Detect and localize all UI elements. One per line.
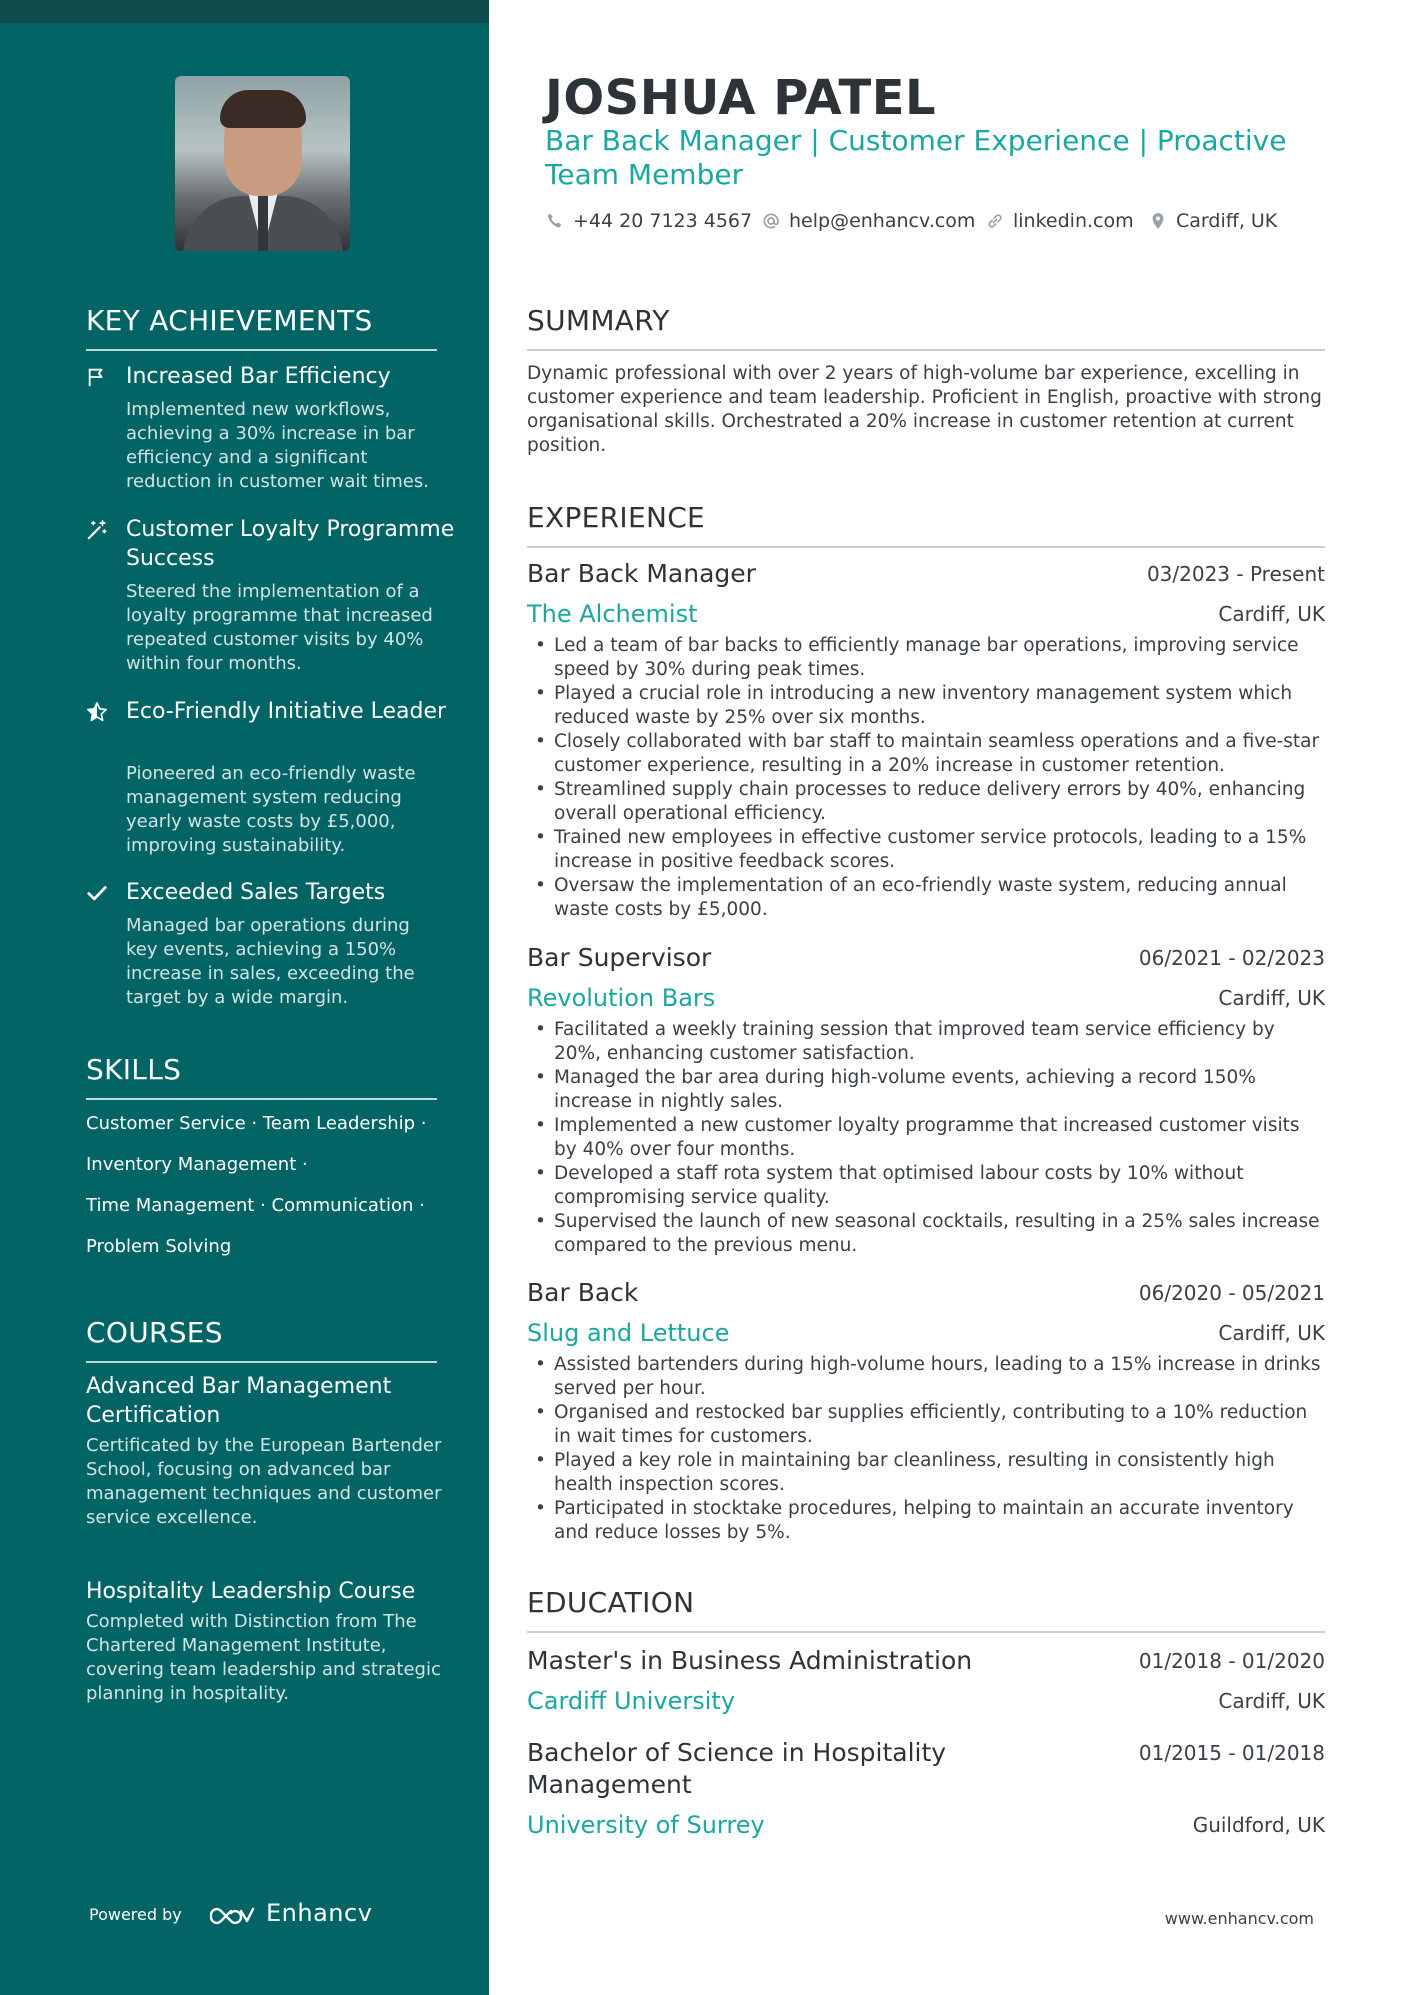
job-bullets bbox=[527, 634, 1325, 922]
course-desc: Certificated by the European Bartender School, focusing on advanced bar management techniques and customer service excellence. bbox=[86, 1435, 442, 1528]
summary-divider bbox=[527, 349, 1325, 351]
course-title: Advanced Bar Management Certification bbox=[86, 1374, 392, 1428]
job-bullet: • Trained new employees in effective customer service protocols, leading to a 15% increase in positive feedback scores. bbox=[527, 826, 1325, 874]
job-bullet: • Organised and restocked bar supplies efficiently, contributing to a 10% reduction in wait times for customers. bbox=[527, 1401, 1325, 1449]
achievement-desc: Managed bar operations during key events, achieving a 150% increase in sales, exceeding the target by a wide margin. bbox=[126, 915, 415, 1008]
magic-wand-icon bbox=[86, 519, 108, 541]
website-footer[interactable]: www.enhancv.com bbox=[1164, 1909, 1314, 1928]
skills-row: Problem Solving bbox=[86, 1236, 232, 1257]
skills-list bbox=[86, 1103, 456, 1267]
education-dates: 01/2018 - 01/2020 bbox=[1138, 1649, 1325, 1673]
summary-heading: SUMMARY bbox=[527, 304, 670, 337]
achievement-desc: Pioneered an eco-friendly waste management system reducing yearly waste costs by £5,000, improving sustainability. bbox=[126, 763, 416, 856]
education-degree: Master's in Business Administration bbox=[527, 1646, 973, 1675]
skills-row: Customer Service · Team Leadership · bbox=[86, 1113, 427, 1134]
achievement-title: Exceeded Sales Targets bbox=[126, 880, 386, 905]
job-bullet: • Participated in stocktake procedures, helping to maintain an accurate inventory and reduce losses by 5%. bbox=[527, 1497, 1325, 1545]
summary-text: Dynamic professional with over 2 years of high-volume bar experience, excelling in customer experience and team leadership. Proficient in English, proactive with strong organisational skills. Orchestrated a 20% increase in customer retention at current position. bbox=[527, 363, 1322, 456]
achievements-heading: KEY ACHIEVEMENTS bbox=[86, 304, 373, 337]
sidebar-top-band bbox=[0, 0, 489, 23]
profile-photo bbox=[175, 76, 350, 251]
powered-by-label: Powered by bbox=[89, 1905, 182, 1924]
education-school: University of Surrey bbox=[527, 1811, 765, 1839]
skills-divider bbox=[86, 1098, 437, 1100]
job-bullet: • Implemented a new customer loyalty programme that increased customer visits by 40% over four months. bbox=[527, 1114, 1325, 1162]
job-bullet: • Facilitated a weekly training session that improved team service efficiency by 20%, enhancing customer satisfaction. bbox=[527, 1018, 1325, 1066]
job-dates: 06/2020 - 05/2021 bbox=[1138, 1281, 1325, 1305]
courses-divider bbox=[86, 1361, 437, 1363]
experience-heading: EXPERIENCE bbox=[527, 501, 706, 534]
education-degree: Bachelor of Science in Hospitality Management bbox=[527, 1738, 947, 1799]
job-location: Cardiff, UK bbox=[1218, 1321, 1325, 1345]
checkmark-icon bbox=[86, 882, 108, 904]
education-location: Guildford, UK bbox=[1192, 1813, 1325, 1837]
candidate-name: JOSHUA PATEL bbox=[545, 70, 937, 126]
job-title: Bar Supervisor bbox=[527, 943, 712, 972]
achievement-title: Customer Loyalty Programme Success bbox=[126, 517, 455, 571]
candidate-headline: Bar Back Manager | Customer Experience | Proactive Team Member bbox=[545, 124, 1287, 191]
job-company: Revolution Bars bbox=[527, 984, 716, 1012]
contact-phone-text: +44 20 7123 4567 bbox=[573, 210, 753, 232]
skills-heading: SKILLS bbox=[86, 1053, 182, 1086]
skills-row: Time Management · Communication · bbox=[86, 1195, 425, 1216]
education-dates: 01/2015 - 01/2018 bbox=[1138, 1741, 1325, 1765]
flag-icon bbox=[86, 366, 108, 388]
skills-row: Inventory Management · bbox=[86, 1154, 308, 1175]
job-bullet: • Assisted bartenders during high-volume hours, leading to a 15% increase in drinks served per hour. bbox=[527, 1353, 1325, 1401]
contact-linkedin-text[interactable]: linkedin.com bbox=[1013, 210, 1134, 232]
location-icon bbox=[1148, 211, 1168, 231]
job-title: Bar Back Manager bbox=[527, 559, 756, 588]
job-bullet: • Streamlined supply chain processes to reduce delivery errors by 40%, enhancing overall operational efficiency. bbox=[527, 778, 1325, 826]
achievements-divider bbox=[86, 349, 437, 351]
achievement-title: Increased Bar Efficiency bbox=[126, 364, 391, 389]
enhancv-brand: Enhancv bbox=[266, 1899, 373, 1927]
job-bullet: • Closely collaborated with bar staff to maintain seamless operations and a five-star customer experience, resulting in a 20% increase in customer retention. bbox=[527, 730, 1325, 778]
link-icon bbox=[985, 211, 1005, 231]
job-location: Cardiff, UK bbox=[1218, 986, 1325, 1010]
education-school: Cardiff University bbox=[527, 1687, 736, 1715]
enhancv-logo-icon bbox=[207, 1903, 255, 1927]
job-company: Slug and Lettuce bbox=[527, 1319, 730, 1347]
education-heading: EDUCATION bbox=[527, 1586, 695, 1619]
job-bullet: • Played a key role in maintaining bar cleanliness, resulting in consistently high health inspection scores. bbox=[527, 1449, 1325, 1497]
job-bullets bbox=[527, 1018, 1325, 1258]
achievement-desc: Implemented new workflows, achieving a 30% increase in bar efficiency and a significant reduction in customer wait times. bbox=[126, 399, 429, 492]
job-bullet: • Developed a staff rota system that optimised labour costs by 10% without compromising service quality. bbox=[527, 1162, 1325, 1210]
job-dates: 03/2023 - Present bbox=[1146, 562, 1325, 586]
phone-icon bbox=[545, 211, 565, 231]
course-desc: Completed with Distinction from The Chartered Management Institute, covering team leadership and strategic planning in hospitality. bbox=[86, 1611, 441, 1704]
education-location: Cardiff, UK bbox=[1218, 1689, 1325, 1713]
at-icon bbox=[761, 211, 781, 231]
course-title: Hospitality Leadership Course bbox=[86, 1579, 416, 1604]
course-item bbox=[86, 1372, 446, 1530]
job-bullet: • Played a crucial role in introducing a new inventory management system which reduced waste by 25% over six months. bbox=[527, 682, 1325, 730]
achievement-title: Eco-Friendly Initiative Leader bbox=[126, 699, 447, 724]
sidebar bbox=[0, 0, 489, 1995]
job-bullets bbox=[527, 1353, 1325, 1545]
contact-location-text: Cardiff, UK bbox=[1176, 210, 1278, 232]
job-title: Bar Back bbox=[527, 1278, 639, 1307]
job-bullet: • Led a team of bar backs to efficiently manage bar operations, improving service speed by 30% during peak times. bbox=[527, 634, 1325, 682]
experience-divider bbox=[527, 546, 1325, 548]
star-icon bbox=[86, 701, 108, 723]
job-bullet: • Supervised the launch of new seasonal cocktails, resulting in a 25% sales increase compared to the previous menu. bbox=[527, 1210, 1325, 1258]
courses-heading: COURSES bbox=[86, 1316, 223, 1349]
education-divider bbox=[527, 1631, 1325, 1633]
contact-email-text[interactable]: help@enhancv.com bbox=[789, 210, 976, 232]
job-bullet: • Managed the bar area during high-volume events, achieving a record 150% increase in nightly sales. bbox=[527, 1066, 1325, 1114]
job-dates: 06/2021 - 02/2023 bbox=[1138, 946, 1325, 970]
job-bullet: • Oversaw the implementation of an eco-friendly waste system, reducing annual waste costs by £5,000. bbox=[527, 874, 1325, 922]
achievement-desc: Steered the implementation of a loyalty programme that increased repeated customer visits by 40% within four months. bbox=[126, 581, 433, 674]
course-item bbox=[86, 1577, 446, 1706]
job-company: The Alchemist bbox=[527, 600, 698, 628]
job-location: Cardiff, UK bbox=[1218, 602, 1325, 626]
